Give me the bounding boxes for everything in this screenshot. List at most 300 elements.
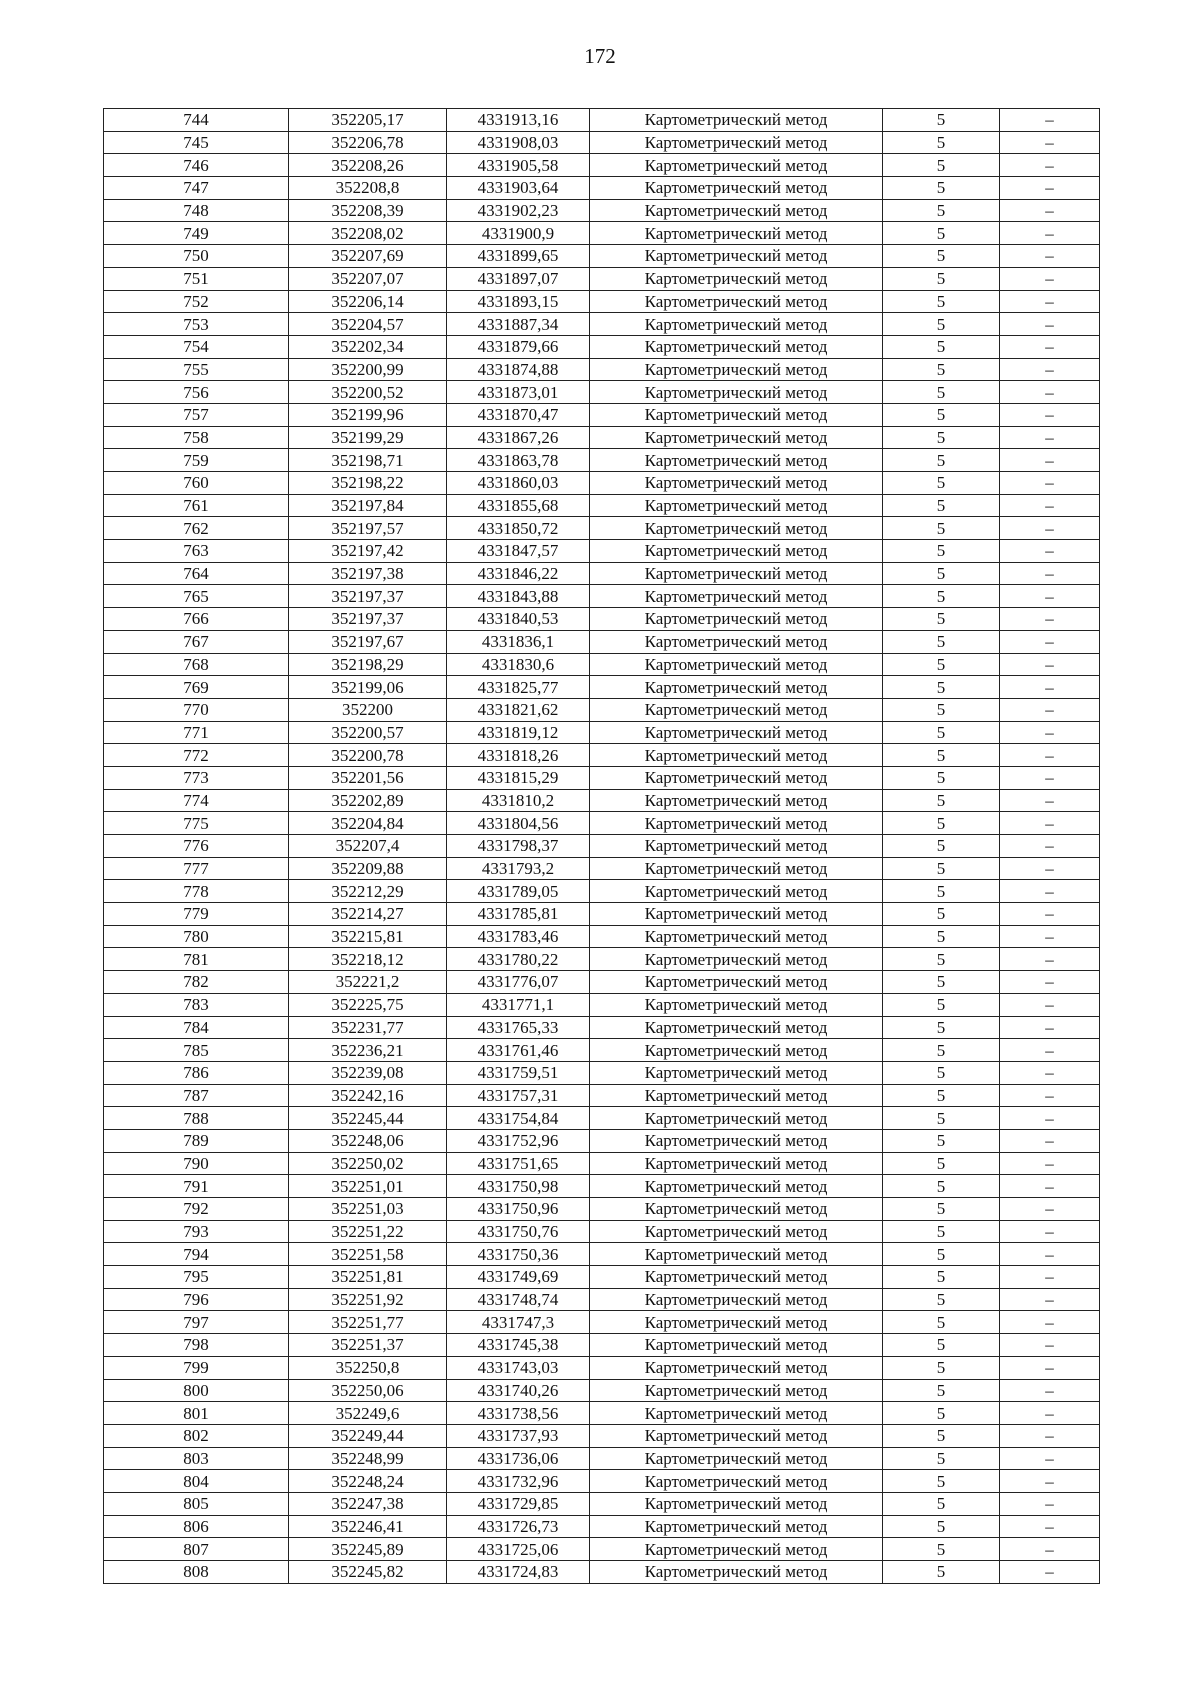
accuracy-cell: 5: [883, 880, 1000, 903]
accuracy-cell: 5: [883, 835, 1000, 858]
point-number-cell: 757: [104, 403, 289, 426]
accuracy-cell: 5: [883, 766, 1000, 789]
accuracy-cell: 5: [883, 540, 1000, 563]
description-cell: –: [1000, 653, 1100, 676]
table-row: [104, 1220, 1100, 1243]
description-cell: –: [1000, 1198, 1100, 1221]
x-coordinate-cell: 352248,06: [289, 1129, 447, 1152]
method-cell: Картометрический метод: [590, 1402, 883, 1425]
description-cell: –: [1000, 109, 1100, 132]
table-row: [104, 721, 1100, 744]
accuracy-cell: 5: [883, 313, 1000, 336]
x-coordinate-cell: 352206,14: [289, 290, 447, 313]
method-cell: Картометрический метод: [590, 290, 883, 313]
description-cell: –: [1000, 630, 1100, 653]
y-coordinate-cell: 4331745,38: [447, 1334, 590, 1357]
description-cell: –: [1000, 381, 1100, 404]
y-coordinate-cell: 4331765,33: [447, 1016, 590, 1039]
y-coordinate-cell: 4331752,96: [447, 1129, 590, 1152]
description-cell: –: [1000, 676, 1100, 699]
x-coordinate-cell: 352207,07: [289, 267, 447, 290]
y-coordinate-cell: 4331761,46: [447, 1039, 590, 1062]
y-coordinate-cell: 4331740,26: [447, 1379, 590, 1402]
table-row: [104, 517, 1100, 540]
point-number-cell: 759: [104, 449, 289, 472]
description-cell: –: [1000, 335, 1100, 358]
accuracy-cell: 5: [883, 948, 1000, 971]
x-coordinate-cell: 352247,38: [289, 1492, 447, 1515]
accuracy-cell: 5: [883, 1016, 1000, 1039]
table-row: [104, 154, 1100, 177]
accuracy-cell: 5: [883, 1039, 1000, 1062]
method-cell: Картометрический метод: [590, 1334, 883, 1357]
accuracy-cell: 5: [883, 222, 1000, 245]
point-number-cell: 745: [104, 131, 289, 154]
accuracy-cell: 5: [883, 1379, 1000, 1402]
accuracy-cell: 5: [883, 131, 1000, 154]
method-cell: Картометрический метод: [590, 199, 883, 222]
point-number-cell: 752: [104, 290, 289, 313]
description-cell: –: [1000, 903, 1100, 926]
y-coordinate-cell: 4331847,57: [447, 540, 590, 563]
y-coordinate-cell: 4331785,81: [447, 903, 590, 926]
point-number-cell: 778: [104, 880, 289, 903]
table-row: [104, 1470, 1100, 1493]
point-number-cell: 754: [104, 335, 289, 358]
description-cell: –: [1000, 880, 1100, 903]
accuracy-cell: 5: [883, 993, 1000, 1016]
x-coordinate-cell: 352208,26: [289, 154, 447, 177]
description-cell: –: [1000, 1220, 1100, 1243]
table-row: [104, 1107, 1100, 1130]
description-cell: –: [1000, 585, 1100, 608]
description-cell: –: [1000, 222, 1100, 245]
description-cell: –: [1000, 1152, 1100, 1175]
accuracy-cell: 5: [883, 1084, 1000, 1107]
table-row: [104, 245, 1100, 268]
table-row: [104, 381, 1100, 404]
table-row: [104, 426, 1100, 449]
method-cell: Картометрический метод: [590, 1152, 883, 1175]
point-number-cell: 767: [104, 630, 289, 653]
y-coordinate-cell: 4331897,07: [447, 267, 590, 290]
accuracy-cell: 5: [883, 789, 1000, 812]
x-coordinate-cell: 352249,44: [289, 1424, 447, 1447]
table-row: [104, 1311, 1100, 1334]
method-cell: Картометрический метод: [590, 1039, 883, 1062]
description-cell: –: [1000, 766, 1100, 789]
table-row: [104, 698, 1100, 721]
accuracy-cell: 5: [883, 1152, 1000, 1175]
x-coordinate-cell: 352200,52: [289, 381, 447, 404]
point-number-cell: 798: [104, 1334, 289, 1357]
y-coordinate-cell: 4331780,22: [447, 948, 590, 971]
y-coordinate-cell: 4331725,06: [447, 1538, 590, 1561]
point-number-cell: 762: [104, 517, 289, 540]
method-cell: Картометрический метод: [590, 494, 883, 517]
accuracy-cell: 5: [883, 1175, 1000, 1198]
x-coordinate-cell: 352197,37: [289, 585, 447, 608]
method-cell: Картометрический метод: [590, 698, 883, 721]
x-coordinate-cell: 352251,03: [289, 1198, 447, 1221]
method-cell: Картометрический метод: [590, 1220, 883, 1243]
x-coordinate-cell: 352221,2: [289, 971, 447, 994]
description-cell: –: [1000, 562, 1100, 585]
point-number-cell: 787: [104, 1084, 289, 1107]
x-coordinate-cell: 352245,89: [289, 1538, 447, 1561]
accuracy-cell: 5: [883, 517, 1000, 540]
accuracy-cell: 5: [883, 971, 1000, 994]
table-row: [104, 993, 1100, 1016]
y-coordinate-cell: 4331738,56: [447, 1402, 590, 1425]
description-cell: –: [1000, 403, 1100, 426]
table-row: [104, 109, 1100, 132]
table-row: [104, 1402, 1100, 1425]
method-cell: Картометрический метод: [590, 449, 883, 472]
y-coordinate-cell: 4331818,26: [447, 744, 590, 767]
y-coordinate-cell: 4331759,51: [447, 1061, 590, 1084]
point-number-cell: 761: [104, 494, 289, 517]
point-number-cell: 777: [104, 857, 289, 880]
point-number-cell: 755: [104, 358, 289, 381]
method-cell: Картометрический метод: [590, 177, 883, 200]
y-coordinate-cell: 4331867,26: [447, 426, 590, 449]
point-number-cell: 748: [104, 199, 289, 222]
description-cell: –: [1000, 971, 1100, 994]
description-cell: –: [1000, 1061, 1100, 1084]
point-number-cell: 744: [104, 109, 289, 132]
table-row: [104, 199, 1100, 222]
accuracy-cell: 5: [883, 381, 1000, 404]
point-number-cell: 808: [104, 1561, 289, 1584]
x-coordinate-cell: 352197,38: [289, 562, 447, 585]
point-number-cell: 781: [104, 948, 289, 971]
method-cell: Картометрический метод: [590, 517, 883, 540]
accuracy-cell: 5: [883, 154, 1000, 177]
table-row: [104, 1447, 1100, 1470]
accuracy-cell: 5: [883, 1266, 1000, 1289]
description-cell: –: [1000, 925, 1100, 948]
x-coordinate-cell: 352250,8: [289, 1356, 447, 1379]
x-coordinate-cell: 352248,99: [289, 1447, 447, 1470]
accuracy-cell: 5: [883, 903, 1000, 926]
method-cell: Картометрический метод: [590, 1175, 883, 1198]
description-cell: –: [1000, 358, 1100, 381]
point-number-cell: 792: [104, 1198, 289, 1221]
y-coordinate-cell: 4331750,96: [447, 1198, 590, 1221]
x-coordinate-cell: 352251,81: [289, 1266, 447, 1289]
point-number-cell: 780: [104, 925, 289, 948]
point-number-cell: 758: [104, 426, 289, 449]
x-coordinate-cell: 352204,84: [289, 812, 447, 835]
y-coordinate-cell: 4331840,53: [447, 608, 590, 631]
description-cell: –: [1000, 1402, 1100, 1425]
table-row: [104, 789, 1100, 812]
table-row: [104, 131, 1100, 154]
accuracy-cell: 5: [883, 1538, 1000, 1561]
table-row: [104, 676, 1100, 699]
x-coordinate-cell: 352239,08: [289, 1061, 447, 1084]
x-coordinate-cell: 352199,96: [289, 403, 447, 426]
y-coordinate-cell: 4331751,65: [447, 1152, 590, 1175]
method-cell: Картометрический метод: [590, 1492, 883, 1515]
point-number-cell: 803: [104, 1447, 289, 1470]
method-cell: Картометрический метод: [590, 1243, 883, 1266]
x-coordinate-cell: 352251,22: [289, 1220, 447, 1243]
x-coordinate-cell: 352202,34: [289, 335, 447, 358]
point-number-cell: 763: [104, 540, 289, 563]
table-row: [104, 948, 1100, 971]
y-coordinate-cell: 4331783,46: [447, 925, 590, 948]
accuracy-cell: 5: [883, 698, 1000, 721]
y-coordinate-cell: 4331836,1: [447, 630, 590, 653]
accuracy-cell: 5: [883, 1356, 1000, 1379]
accuracy-cell: 5: [883, 562, 1000, 585]
x-coordinate-cell: 352199,06: [289, 676, 447, 699]
method-cell: Картометрический метод: [590, 1538, 883, 1561]
table-row: [104, 608, 1100, 631]
x-coordinate-cell: 352248,24: [289, 1470, 447, 1493]
method-cell: Картометрический метод: [590, 1356, 883, 1379]
method-cell: Картометрический метод: [590, 1561, 883, 1584]
point-number-cell: 772: [104, 744, 289, 767]
x-coordinate-cell: 352245,82: [289, 1561, 447, 1584]
x-coordinate-cell: 352198,71: [289, 449, 447, 472]
accuracy-cell: 5: [883, 177, 1000, 200]
accuracy-cell: 5: [883, 676, 1000, 699]
method-cell: Картометрический метод: [590, 1515, 883, 1538]
point-number-cell: 746: [104, 154, 289, 177]
accuracy-cell: 5: [883, 1402, 1000, 1425]
point-number-cell: 765: [104, 585, 289, 608]
x-coordinate-cell: 352245,44: [289, 1107, 447, 1130]
table-row: [104, 1356, 1100, 1379]
point-number-cell: 807: [104, 1538, 289, 1561]
y-coordinate-cell: 4331843,88: [447, 585, 590, 608]
table-row: [104, 403, 1100, 426]
table-row: [104, 835, 1100, 858]
accuracy-cell: 5: [883, 630, 1000, 653]
description-cell: –: [1000, 1311, 1100, 1334]
method-cell: Картометрический метод: [590, 857, 883, 880]
method-cell: Картометрический метод: [590, 630, 883, 653]
x-coordinate-cell: 352205,17: [289, 109, 447, 132]
x-coordinate-cell: 352225,75: [289, 993, 447, 1016]
x-coordinate-cell: 352251,92: [289, 1288, 447, 1311]
x-coordinate-cell: 352251,77: [289, 1311, 447, 1334]
table-row: [104, 1515, 1100, 1538]
table-row: [104, 540, 1100, 563]
y-coordinate-cell: 4331793,2: [447, 857, 590, 880]
y-coordinate-cell: 4331903,64: [447, 177, 590, 200]
accuracy-cell: 5: [883, 1288, 1000, 1311]
accuracy-cell: 5: [883, 290, 1000, 313]
x-coordinate-cell: 352200: [289, 698, 447, 721]
table-row: [104, 1424, 1100, 1447]
y-coordinate-cell: 4331821,62: [447, 698, 590, 721]
description-cell: –: [1000, 199, 1100, 222]
y-coordinate-cell: 4331902,23: [447, 199, 590, 222]
description-cell: –: [1000, 744, 1100, 767]
table-row: [104, 449, 1100, 472]
table-row: [104, 1129, 1100, 1152]
x-coordinate-cell: 352218,12: [289, 948, 447, 971]
method-cell: Картометрический метод: [590, 721, 883, 744]
y-coordinate-cell: 4331887,34: [447, 313, 590, 336]
description-cell: –: [1000, 154, 1100, 177]
accuracy-cell: 5: [883, 267, 1000, 290]
point-number-cell: 802: [104, 1424, 289, 1447]
y-coordinate-cell: 4331860,03: [447, 472, 590, 495]
description-cell: –: [1000, 1129, 1100, 1152]
method-cell: Картометрический метод: [590, 1447, 883, 1470]
point-number-cell: 768: [104, 653, 289, 676]
point-number-cell: 797: [104, 1311, 289, 1334]
table-row: [104, 1061, 1100, 1084]
table-row: [104, 1288, 1100, 1311]
point-number-cell: 789: [104, 1129, 289, 1152]
accuracy-cell: 5: [883, 1334, 1000, 1357]
accuracy-cell: 5: [883, 608, 1000, 631]
y-coordinate-cell: 4331757,31: [447, 1084, 590, 1107]
method-cell: Картометрический метод: [590, 948, 883, 971]
table-body: [104, 109, 1100, 1584]
accuracy-cell: 5: [883, 1424, 1000, 1447]
description-cell: –: [1000, 1039, 1100, 1062]
point-number-cell: 791: [104, 1175, 289, 1198]
x-coordinate-cell: 352208,39: [289, 199, 447, 222]
point-number-cell: 785: [104, 1039, 289, 1062]
accuracy-cell: 5: [883, 857, 1000, 880]
description-cell: –: [1000, 1243, 1100, 1266]
table-row: [104, 653, 1100, 676]
y-coordinate-cell: 4331748,74: [447, 1288, 590, 1311]
method-cell: Картометрический метод: [590, 1424, 883, 1447]
y-coordinate-cell: 4331870,47: [447, 403, 590, 426]
method-cell: Картометрический метод: [590, 925, 883, 948]
x-coordinate-cell: 352209,88: [289, 857, 447, 880]
method-cell: Картометрический метод: [590, 1470, 883, 1493]
point-number-cell: 801: [104, 1402, 289, 1425]
y-coordinate-cell: 4331899,65: [447, 245, 590, 268]
method-cell: Картометрический метод: [590, 335, 883, 358]
point-number-cell: 747: [104, 177, 289, 200]
y-coordinate-cell: 4331747,3: [447, 1311, 590, 1334]
accuracy-cell: 5: [883, 494, 1000, 517]
accuracy-cell: 5: [883, 1492, 1000, 1515]
description-cell: –: [1000, 812, 1100, 835]
method-cell: Картометрический метод: [590, 131, 883, 154]
accuracy-cell: 5: [883, 1061, 1000, 1084]
description-cell: –: [1000, 1356, 1100, 1379]
method-cell: Картометрический метод: [590, 1016, 883, 1039]
point-number-cell: 782: [104, 971, 289, 994]
table-row: [104, 880, 1100, 903]
table-row: [104, 562, 1100, 585]
accuracy-cell: 5: [883, 426, 1000, 449]
y-coordinate-cell: 4331732,96: [447, 1470, 590, 1493]
point-number-cell: 806: [104, 1515, 289, 1538]
method-cell: Картометрический метод: [590, 1084, 883, 1107]
y-coordinate-cell: 4331754,84: [447, 1107, 590, 1130]
x-coordinate-cell: 352207,4: [289, 835, 447, 858]
method-cell: Картометрический метод: [590, 789, 883, 812]
description-cell: –: [1000, 1470, 1100, 1493]
accuracy-cell: 5: [883, 925, 1000, 948]
description-cell: –: [1000, 789, 1100, 812]
x-coordinate-cell: 352251,01: [289, 1175, 447, 1198]
y-coordinate-cell: 4331743,03: [447, 1356, 590, 1379]
point-number-cell: 751: [104, 267, 289, 290]
description-cell: –: [1000, 993, 1100, 1016]
description-cell: –: [1000, 1447, 1100, 1470]
method-cell: Картометрический метод: [590, 540, 883, 563]
table-row: [104, 313, 1100, 336]
page-number: 172: [584, 44, 616, 68]
accuracy-cell: 5: [883, 1447, 1000, 1470]
y-coordinate-cell: 4331874,88: [447, 358, 590, 381]
description-cell: –: [1000, 608, 1100, 631]
y-coordinate-cell: 4331750,76: [447, 1220, 590, 1243]
x-coordinate-cell: 352246,41: [289, 1515, 447, 1538]
method-cell: Картометрический метод: [590, 154, 883, 177]
point-number-cell: 769: [104, 676, 289, 699]
accuracy-cell: 5: [883, 744, 1000, 767]
method-cell: Картометрический метод: [590, 971, 883, 994]
table-row: [104, 472, 1100, 495]
y-coordinate-cell: 4331798,37: [447, 835, 590, 858]
y-coordinate-cell: 4331846,22: [447, 562, 590, 585]
description-cell: –: [1000, 177, 1100, 200]
description-cell: –: [1000, 313, 1100, 336]
accuracy-cell: 5: [883, 1311, 1000, 1334]
x-coordinate-cell: 352251,37: [289, 1334, 447, 1357]
point-number-cell: 750: [104, 245, 289, 268]
point-number-cell: 790: [104, 1152, 289, 1175]
y-coordinate-cell: 4331736,06: [447, 1447, 590, 1470]
x-coordinate-cell: 352251,58: [289, 1243, 447, 1266]
point-number-cell: 774: [104, 789, 289, 812]
method-cell: Картометрический метод: [590, 222, 883, 245]
description-cell: –: [1000, 1107, 1100, 1130]
table-row: [104, 290, 1100, 313]
x-coordinate-cell: 352198,29: [289, 653, 447, 676]
description-cell: –: [1000, 948, 1100, 971]
method-cell: Картометрический метод: [590, 1129, 883, 1152]
point-number-cell: 773: [104, 766, 289, 789]
method-cell: Картометрический метод: [590, 358, 883, 381]
accuracy-cell: 5: [883, 472, 1000, 495]
x-coordinate-cell: 352236,21: [289, 1039, 447, 1062]
description-cell: –: [1000, 245, 1100, 268]
x-coordinate-cell: 352200,57: [289, 721, 447, 744]
x-coordinate-cell: 352198,22: [289, 472, 447, 495]
table-row: [104, 1492, 1100, 1515]
point-number-cell: 794: [104, 1243, 289, 1266]
accuracy-cell: 5: [883, 1515, 1000, 1538]
y-coordinate-cell: 4331913,16: [447, 109, 590, 132]
accuracy-cell: 5: [883, 1470, 1000, 1493]
y-coordinate-cell: 4331900,9: [447, 222, 590, 245]
x-coordinate-cell: 352197,67: [289, 630, 447, 653]
accuracy-cell: 5: [883, 1561, 1000, 1584]
table-row: [104, 630, 1100, 653]
table-row: [104, 1175, 1100, 1198]
point-number-cell: 776: [104, 835, 289, 858]
y-coordinate-cell: 4331750,98: [447, 1175, 590, 1198]
description-cell: –: [1000, 698, 1100, 721]
method-cell: Картометрический метод: [590, 608, 883, 631]
